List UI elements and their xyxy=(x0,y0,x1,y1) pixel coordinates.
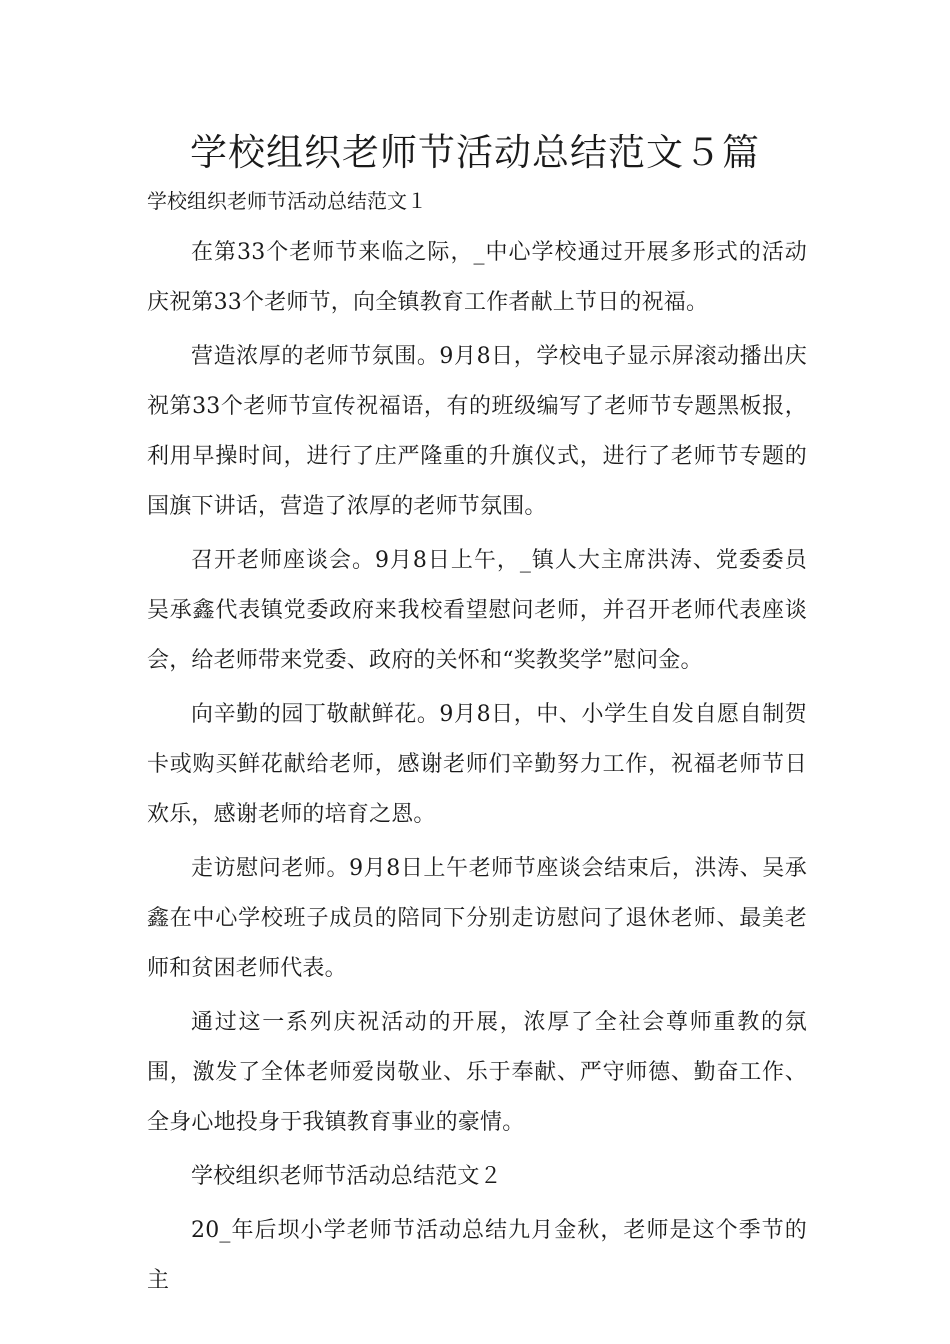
paragraph: 通过这一系列庆祝活动的开展，浓厚了全社会尊师重教的氛围，激发了全体老师爱岗敬业、乐于奉献、严守师德、勤奋工作、全身心地投身于我镇教育事业的豪情。 xyxy=(147,1010,807,1135)
paragraph: 20_年后坝小学老师节活动总结九月金秋，老师是这个季节的主 xyxy=(147,1218,807,1293)
document-title: 学校组织老师节活动总结范文５篇 xyxy=(190,131,760,174)
paragraph: 走访慰问老师。9月8日上午老师节座谈会结束后，洪涛、吴承鑫在中心学校班子成员的陪同下分别走访慰问了退休老师、最美老师和贫困老师代表。 xyxy=(147,856,807,981)
paragraph: 营造浓厚的老师节氛围。9月8日，学校电子显示屏滚动播出庆祝第33个老师节宣传祝福语，有的班级编写了老师节专题黑板报，利用早操时间，进行了庄严隆重的升旗仪式，进行了老师节专题的国旗下讲话，营造了浓厚的老师节氛围。 xyxy=(147,344,807,519)
section-heading-1: 学校组织老师节活动总结范文１ xyxy=(147,189,427,213)
paragraph: 向辛勤的园丁敬献鲜花。9月8日，中、小学生自发自愿自制贺卡或购买鲜花献给老师，感谢老师们辛勤努力工作，祝福老师节日欢乐，感谢老师的培育之恩。 xyxy=(147,702,807,827)
section-heading-2: 学校组织老师节活动总结范文２ xyxy=(191,1164,502,1189)
document-body xyxy=(147,228,807,1310)
paragraph: 在第33个老师节来临之际，_中心学校通过开展多形式的活动庆祝第33个老师节，向全镇教育工作者献上节日的祝福。 xyxy=(147,240,807,315)
paragraph: 召开老师座谈会。9月8日上午，_镇人大主席洪涛、党委委员吴承鑫代表镇党委政府来我校看望慰问老师，并召开老师代表座谈会，给老师带来党委、政府的关怀和“奖教奖学”慰问金。 xyxy=(147,548,807,673)
